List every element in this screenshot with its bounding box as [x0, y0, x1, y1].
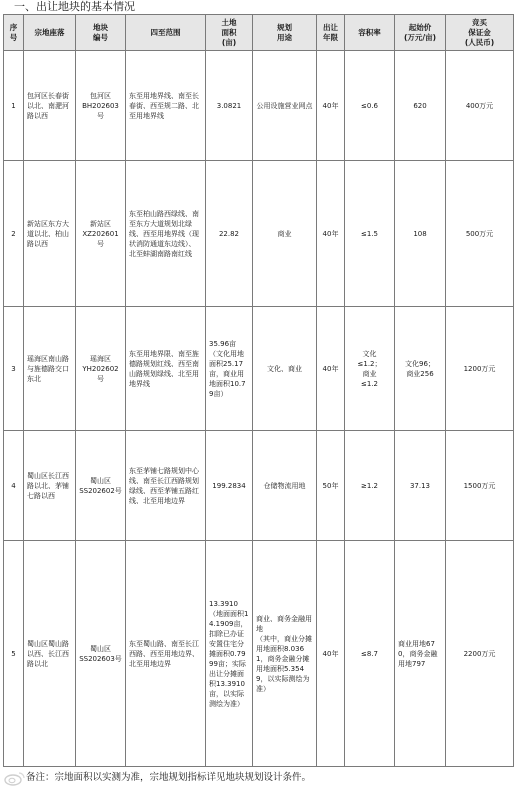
header-code: 地块 编号: [76, 15, 126, 51]
cell-use: 公用设施营业网点: [253, 51, 317, 161]
cell-code: 新站区 XZ202601 号: [76, 161, 126, 307]
cell-term: 40年: [317, 541, 345, 767]
table-row: [4, 431, 514, 541]
cell-no: 2: [4, 161, 24, 307]
cell-use: 商业: [253, 161, 317, 307]
cell-deposit: 500万元: [446, 161, 514, 307]
table-row: [4, 51, 514, 161]
cell-term: 40年: [317, 307, 345, 431]
cell-area: 199.2834: [206, 431, 253, 541]
header-location: 宗地座落: [24, 15, 76, 51]
cell-term: 50年: [317, 431, 345, 541]
cell-code: 蜀山区 SS202602号: [76, 431, 126, 541]
table-header-row: [4, 15, 514, 51]
cell-price: 商业用地670，商务金融用地797: [395, 541, 446, 767]
header-area: 土地 面积 (亩): [206, 15, 253, 51]
cell-use: 商业、商务金融用地 （其中，商业分摊用地面积8.0361，商务金融分摊用地面积5.3549，以实际测绘为准）: [253, 541, 317, 767]
cell-area: 35.96亩（文化用地面积25.17亩，商业用地面积10.79亩）: [206, 307, 253, 431]
cell-location: 蜀山区蜀山路以西、长江西路以北: [24, 541, 76, 767]
weibo-logo-icon: [4, 770, 26, 786]
section-heading: 一、出让地块的基本情况: [14, 0, 135, 13]
cell-bounds: 东至蜀山路、南至长江西路、西至用地边界、北至用地边界: [126, 541, 206, 767]
cell-far: ≤8.7: [345, 541, 395, 767]
cell-far: ≤1.5: [345, 161, 395, 307]
cell-deposit: 1500万元: [446, 431, 514, 541]
footnote: 备注：宗地面积以实测为准，宗地规划指标详见地块规划设计条件。: [26, 772, 312, 783]
cell-bounds: 东至用地界线、南至长春街、西至规二路、北至用地界线: [126, 51, 206, 161]
header-term: 出让 年限: [317, 15, 345, 51]
header-deposit: 竞买 保证金 (人民币): [446, 15, 514, 51]
cell-deposit: 400万元: [446, 51, 514, 161]
cell-far: ≥1.2: [345, 431, 395, 541]
cell-area: 22.82: [206, 161, 253, 307]
header-no: 序 号: [4, 15, 24, 51]
header-use: 规划 用途: [253, 15, 317, 51]
cell-area: 3.0821: [206, 51, 253, 161]
cell-far: ≤0.6: [345, 51, 395, 161]
header-bounds: 四至范围: [126, 15, 206, 51]
cell-price: 620: [395, 51, 446, 161]
cell-bounds: 东至柏山路西绿线、南至东方大道规划北绿线、西至用地界线（现状消防通道东边线）、北至蚌湖南路南红线: [126, 161, 206, 307]
cell-price: 文化96； 商业256: [395, 307, 446, 431]
cell-code: 包河区 BH202603号: [76, 51, 126, 161]
cell-code: 蜀山区 SS202603号: [76, 541, 126, 767]
land-parcel-table: [3, 14, 514, 767]
cell-price: 37.13: [395, 431, 446, 541]
cell-area: 13.3910 （地面面积14.1909亩，扣除已办证安置住宅分摊面积0.7999亩；实际出让分摊面积13.3910亩，以实际测绘为准）: [206, 541, 253, 767]
header-far: 容积率: [345, 15, 395, 51]
cell-deposit: 2200万元: [446, 541, 514, 767]
cell-term: 40年: [317, 51, 345, 161]
cell-location: 新站区东方大道以北、柏山路以西: [24, 161, 76, 307]
table-row: [4, 307, 514, 431]
cell-far: 文化 ≤1.2； 商业 ≤1.2: [345, 307, 395, 431]
cell-term: 40年: [317, 161, 345, 307]
cell-location: 包河区长春街以北、南淝河路以西: [24, 51, 76, 161]
header-price: 起始价 (万元/亩): [395, 15, 446, 51]
cell-bounds: 东至用地界限、南至旌德路规划红线、西至南山路规划绿线、北至用地界线: [126, 307, 206, 431]
cell-no: 4: [4, 431, 24, 541]
cell-use: 仓储物流用地: [253, 431, 317, 541]
cell-no: 1: [4, 51, 24, 161]
cell-code: 瑶海区 YH202602号: [76, 307, 126, 431]
cell-location: 瑶海区南山路与旌德路交口东北: [24, 307, 76, 431]
cell-no: 3: [4, 307, 24, 431]
cell-bounds: 东至茅铺七路规划中心线、南至长江西路规划绿线、西至茅铺五路红线、北至用地边界: [126, 431, 206, 541]
cell-deposit: 1200万元: [446, 307, 514, 431]
table-row: [4, 161, 514, 307]
cell-no: 5: [4, 541, 24, 767]
cell-use: 文化、商业: [253, 307, 317, 431]
cell-price: 108: [395, 161, 446, 307]
table-row: [4, 541, 514, 767]
cell-location: 蜀山区长江西路以北、茅铺七路以西: [24, 431, 76, 541]
